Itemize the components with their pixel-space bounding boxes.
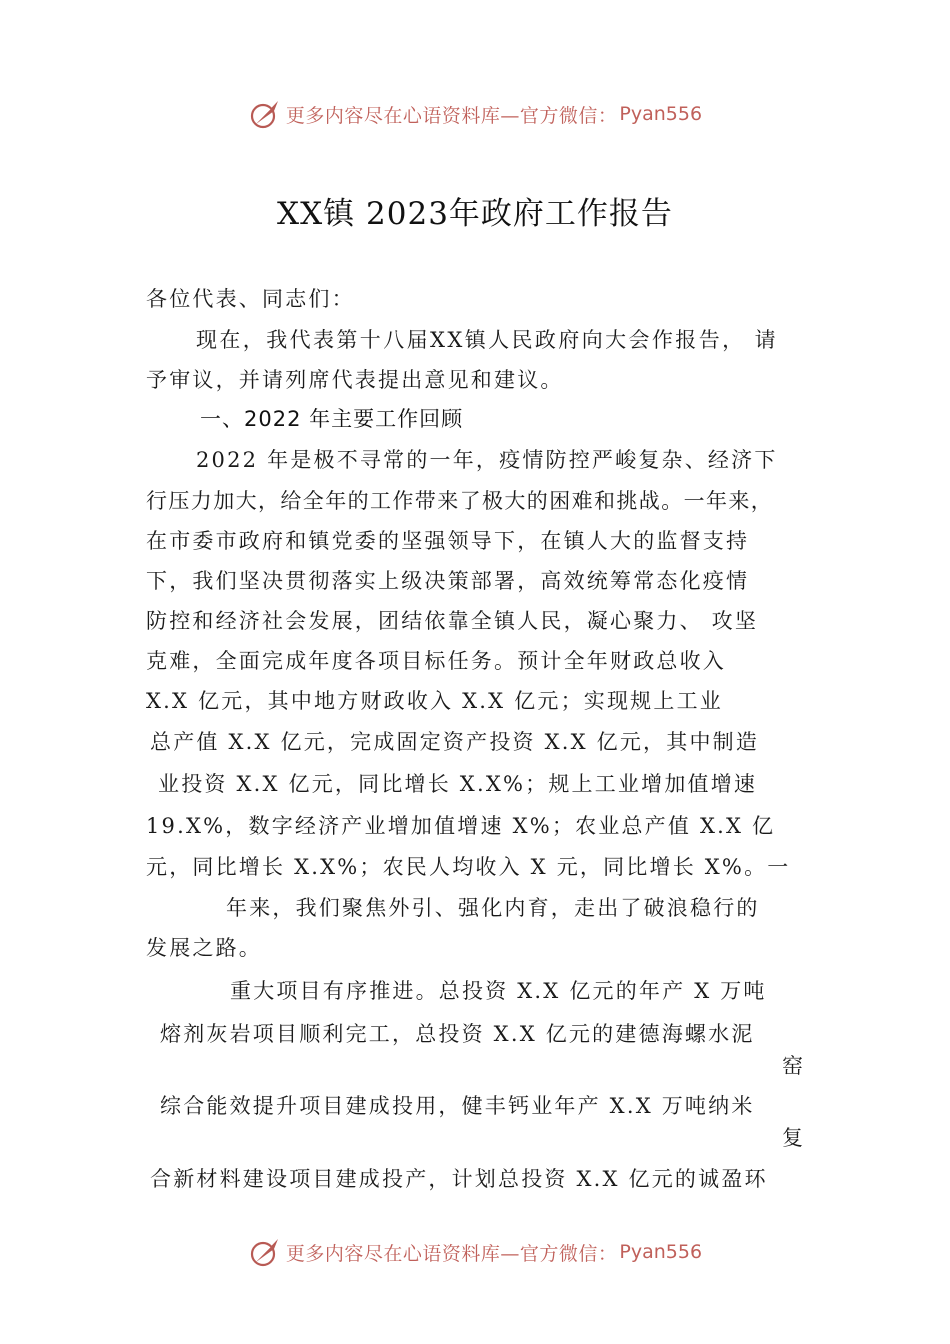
section-heading: 一、2022 年主要工作回顾 [200,407,464,431]
section1-line: 行压力加大，给全年的工作带来了极大的困难和挑战。一年来， [146,489,774,513]
project-line-wrap: 复 [782,1126,803,1150]
section1-line: 2022 年是极不寻常的一年，疫情防控严峻复杂、经济下 [196,448,778,472]
quill-logo-icon [248,97,282,131]
section1-line: 克难，全面完成年度各项目标任务。预计全年财政总收入 [146,649,726,673]
intro-line-1: 现在，我代表第十八届XX镇人民政府向大会作报告， 请 [196,328,778,352]
section1-line: 元，同比增长 X.X%；农民人均收入 X 元，同比增长 X%。一 [146,855,791,879]
quill-logo-icon [248,1235,282,1269]
watermark-text: 更多内容尽在心语资料库—官方微信： [285,104,618,127]
document-title: XX镇 2023年政府工作报告 [277,196,673,232]
intro-line-2: 予审议，并请列席代表提出意见和建议。 [146,368,564,392]
section1-line: X.X 亿元，其中地方财政收入 X.X 亿元；实现规上工业 [146,689,723,713]
section1-line: 年来，我们聚焦外引、强化内育，走出了破浪稳行的 [226,896,760,920]
project-line: 重大项目有序推进。总投资 X.X 亿元的年产 X 万吨 [230,979,767,1003]
project-line-wrap: 窑 [782,1054,803,1078]
watermark-header [0,94,950,134]
section1-line: 总产值 X.X 亿元，完成固定资产投资 X.X 亿元，其中制造 [150,730,760,754]
section1-line: 在市委市政府和镇党委的坚强领导下，在镇人大的监督支持 [146,529,750,553]
section1-line: 发展之路。 [146,936,262,960]
watermark-wechat-id: Pyan556 [619,1241,703,1263]
section1-line: 19.X%，数字经济产业增加值增速 X%；农业总产值 X.X 亿 [146,814,776,838]
watermark-footer [0,1232,950,1272]
section1-line: 业投资 X.X 亿元，同比增长 X.X%；规上工业增加值增速 [158,772,758,796]
project-line: 综合能效提升项目建成投用，健丰钙业年产 X.X 万吨纳米 [160,1094,755,1118]
watermark-text: 更多内容尽在心语资料库—官方微信： [285,1242,618,1265]
section1-line: 防控和经济社会发展，团结依靠全镇人民，凝心聚力、 攻坚 [146,609,759,633]
watermark-wechat-id: Pyan556 [619,103,703,125]
section1-line: 下，我们坚决贯彻落实上级决策部署，高效统筹常态化疫情 [146,569,750,593]
project-line: 熔剂灰岩项目顺利完工，总投资 X.X 亿元的建德海螺水泥 [160,1022,755,1046]
salutation: 各位代表、同志们： [146,287,355,311]
project-line: 合新材料建设项目建成投产，计划总投资 X.X 亿元的诚盈环 [150,1167,768,1191]
